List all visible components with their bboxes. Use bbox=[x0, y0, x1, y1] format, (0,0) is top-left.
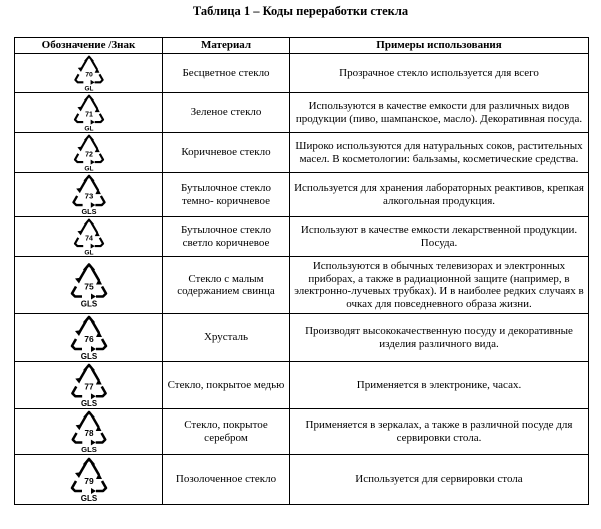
table-row bbox=[15, 362, 589, 409]
usage-cell: Широко используются для натуральных соков, растительных масел. В косметологии: бальзамы, косметические средства. bbox=[290, 133, 589, 173]
recycling-triangle-icon bbox=[69, 94, 109, 132]
recycling-code-abbr: GL bbox=[83, 164, 94, 172]
recycling-code-abbr: GL bbox=[83, 124, 94, 132]
table-row bbox=[15, 54, 589, 93]
recycling-code-number: 71 bbox=[84, 110, 93, 118]
material-cell: Бутылочное стекло светло коричневое bbox=[163, 217, 290, 257]
table-row bbox=[15, 409, 589, 455]
table-row bbox=[15, 173, 589, 217]
material-cell: Стекло, покрытое серебром bbox=[163, 409, 290, 455]
symbol-cell bbox=[15, 409, 163, 455]
header-symbol: Обозначение /Знак bbox=[15, 38, 163, 54]
recycling-codes-table bbox=[14, 37, 589, 505]
recycling-code-number: 79 bbox=[83, 475, 94, 486]
table-row bbox=[15, 217, 589, 257]
usage-cell: Используют в качестве емкости лекарственной продукции. Посуда. bbox=[290, 217, 589, 257]
material-cell: Зеленое стекло bbox=[163, 93, 290, 133]
table-title: Таблица 1 – Коды переработки стекла bbox=[192, 4, 409, 18]
recycling-triangle-icon bbox=[69, 258, 109, 313]
recycling-triangle-icon bbox=[69, 134, 109, 172]
table-row bbox=[15, 455, 589, 505]
material-cell: Бутылочное стекло темно- коричневое bbox=[163, 173, 290, 217]
usage-cell: Применяется в зеркалах, а также в различной посуде для сервировки стола. bbox=[290, 409, 589, 455]
material-cell: Бесцветное стекло bbox=[163, 54, 290, 93]
usage-cell: Используется для хранения лабораторных реактивов, крепкая алкогольная продукция. bbox=[290, 173, 589, 217]
recycling-code-abbr: GLS bbox=[80, 493, 97, 503]
recycling-code-abbr: GL bbox=[83, 248, 94, 256]
material-cell: Стекло с малым содержанием свинца bbox=[163, 257, 290, 314]
usage-cell: Используются в качестве емкости для различных видов продукции (пиво, шампанское, масло). Декоративная посуда. bbox=[290, 93, 589, 133]
header-material: Материал bbox=[163, 38, 290, 54]
recycling-code-number: 77 bbox=[83, 380, 94, 391]
recycling-triangle-icon bbox=[69, 315, 109, 361]
recycling-code-number: 73 bbox=[84, 191, 93, 201]
recycling-triangle-icon bbox=[69, 363, 109, 408]
symbol-cell bbox=[15, 362, 163, 409]
material-cell: Позолоченное стекло bbox=[163, 455, 290, 505]
header-usage: Примеры использования bbox=[290, 38, 589, 54]
material-cell: Хрусталь bbox=[163, 314, 290, 362]
usage-cell: Используется для сервировки стола bbox=[290, 455, 589, 505]
symbol-cell bbox=[15, 133, 163, 173]
recycling-code-number: 78 bbox=[83, 428, 94, 438]
material-cell: Коричневое стекло bbox=[163, 133, 290, 173]
symbol-cell bbox=[15, 173, 163, 217]
symbol-cell bbox=[15, 455, 163, 505]
table-row bbox=[15, 257, 589, 314]
recycling-code-number: 70 bbox=[84, 71, 93, 79]
symbol-cell bbox=[15, 93, 163, 133]
table-row bbox=[15, 133, 589, 173]
table-row bbox=[15, 314, 589, 362]
recycling-code-abbr: GLS bbox=[80, 351, 97, 361]
usage-cell: Используются в обычных телевизорах и электронных приборах, а также в радиационной защите (например, в электронно-лучевых трубках). И в наиболее редких случаях в очках для повседневного образа жизни. bbox=[290, 257, 589, 314]
recycling-code-number: 76 bbox=[83, 333, 94, 344]
symbol-cell bbox=[15, 314, 163, 362]
recycling-code-number: 74 bbox=[84, 234, 93, 242]
recycling-code-number: 75 bbox=[83, 281, 94, 291]
usage-cell: Применяется в электронике, часах. bbox=[290, 362, 589, 409]
recycling-triangle-icon bbox=[69, 218, 109, 256]
table-row bbox=[15, 93, 589, 133]
recycling-code-number: 72 bbox=[84, 150, 93, 158]
usage-cell: Производят высококачественную посуду и декоративные изделия различного вида. bbox=[290, 314, 589, 362]
recycling-code-abbr: GL bbox=[84, 84, 93, 92]
recycling-triangle-icon bbox=[69, 410, 109, 454]
recycling-code-abbr: GLS bbox=[80, 444, 97, 454]
symbol-cell bbox=[15, 217, 163, 257]
usage-cell: Прозрачное стекло используется для всего bbox=[290, 54, 589, 93]
table-body bbox=[15, 54, 589, 505]
recycling-code-abbr: GLS bbox=[81, 206, 96, 216]
recycling-code-abbr: GLS bbox=[80, 299, 97, 308]
recycling-triangle-icon bbox=[69, 55, 109, 92]
symbol-cell bbox=[15, 54, 163, 93]
header-row bbox=[15, 38, 589, 54]
recycling-code-abbr: GLS bbox=[80, 398, 97, 408]
recycling-triangle-icon bbox=[69, 456, 109, 504]
recycling-triangle-icon bbox=[69, 174, 109, 216]
material-cell: Стекло, покрытое медью bbox=[163, 362, 290, 409]
symbol-cell bbox=[15, 257, 163, 314]
